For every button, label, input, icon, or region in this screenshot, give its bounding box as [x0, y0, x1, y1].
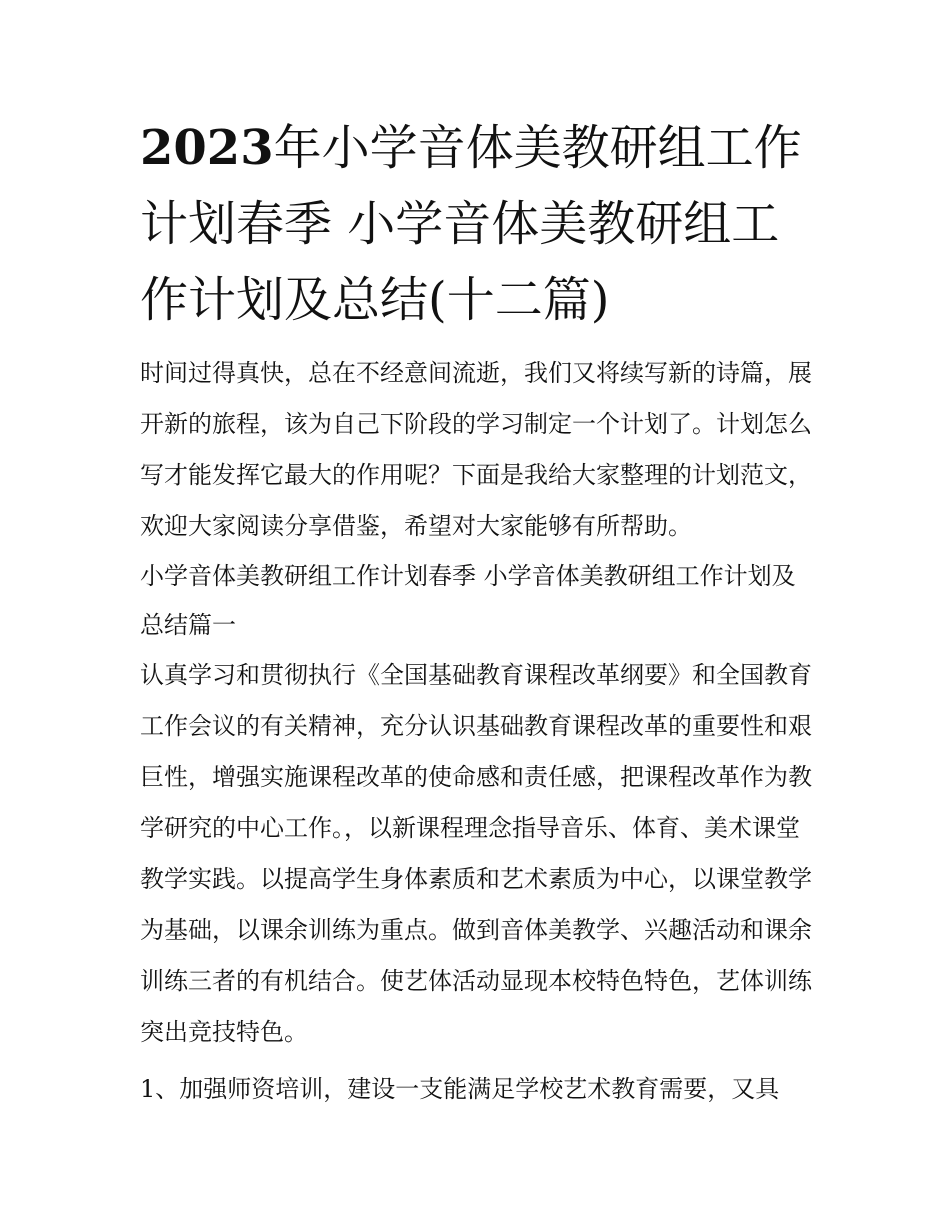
document-title-text: 年小学音体美教研组工作计划春季 小学音体美教研组工作计划及总结(十二篇)	[140, 120, 802, 328]
section-heading: 小学音体美教研组工作计划春季 小学音体美教研组工作计划及总结篇一	[140, 562, 796, 639]
document-title-year: 2023	[140, 120, 274, 176]
document-content	[140, 110, 812, 1115]
document-title	[140, 110, 812, 338]
list-item: 1、加强师资培训，建设一支能满足学校艺术教育需要，又具	[140, 1075, 780, 1103]
body-paragraph: 认真学习和贯彻执行《全国基础教育课程改革纲要》和全国教育工作会议的有关精神，充分认识基础教育课程改革的重要性和艰巨性，增强实施课程改革的使命感和责任感，把课程改革作为教学研究的中心工作。，以新课程理念指导音乐、体育、美术课堂教学实践。以提高学生身体素质和艺术素质为中心，以课堂教学为基础，以课余训练为重点。做到音体美教学、兴趣活动和课余训练三者的有机结合。使艺体活动显现本校特色特色，艺体训练突出竞技特色。	[140, 661, 812, 1046]
intro-paragraph: 时间过得真快，总在不经意间流逝，我们又将续写新的诗篇，展开新的旅程，该为自己下阶段的学习制定一个计划了。计划怎么写才能发挥它最大的作用呢？下面是我给大家整理的计划范文，欢迎大家阅读分享借鉴，希望对大家能够有所帮助。	[140, 359, 812, 540]
